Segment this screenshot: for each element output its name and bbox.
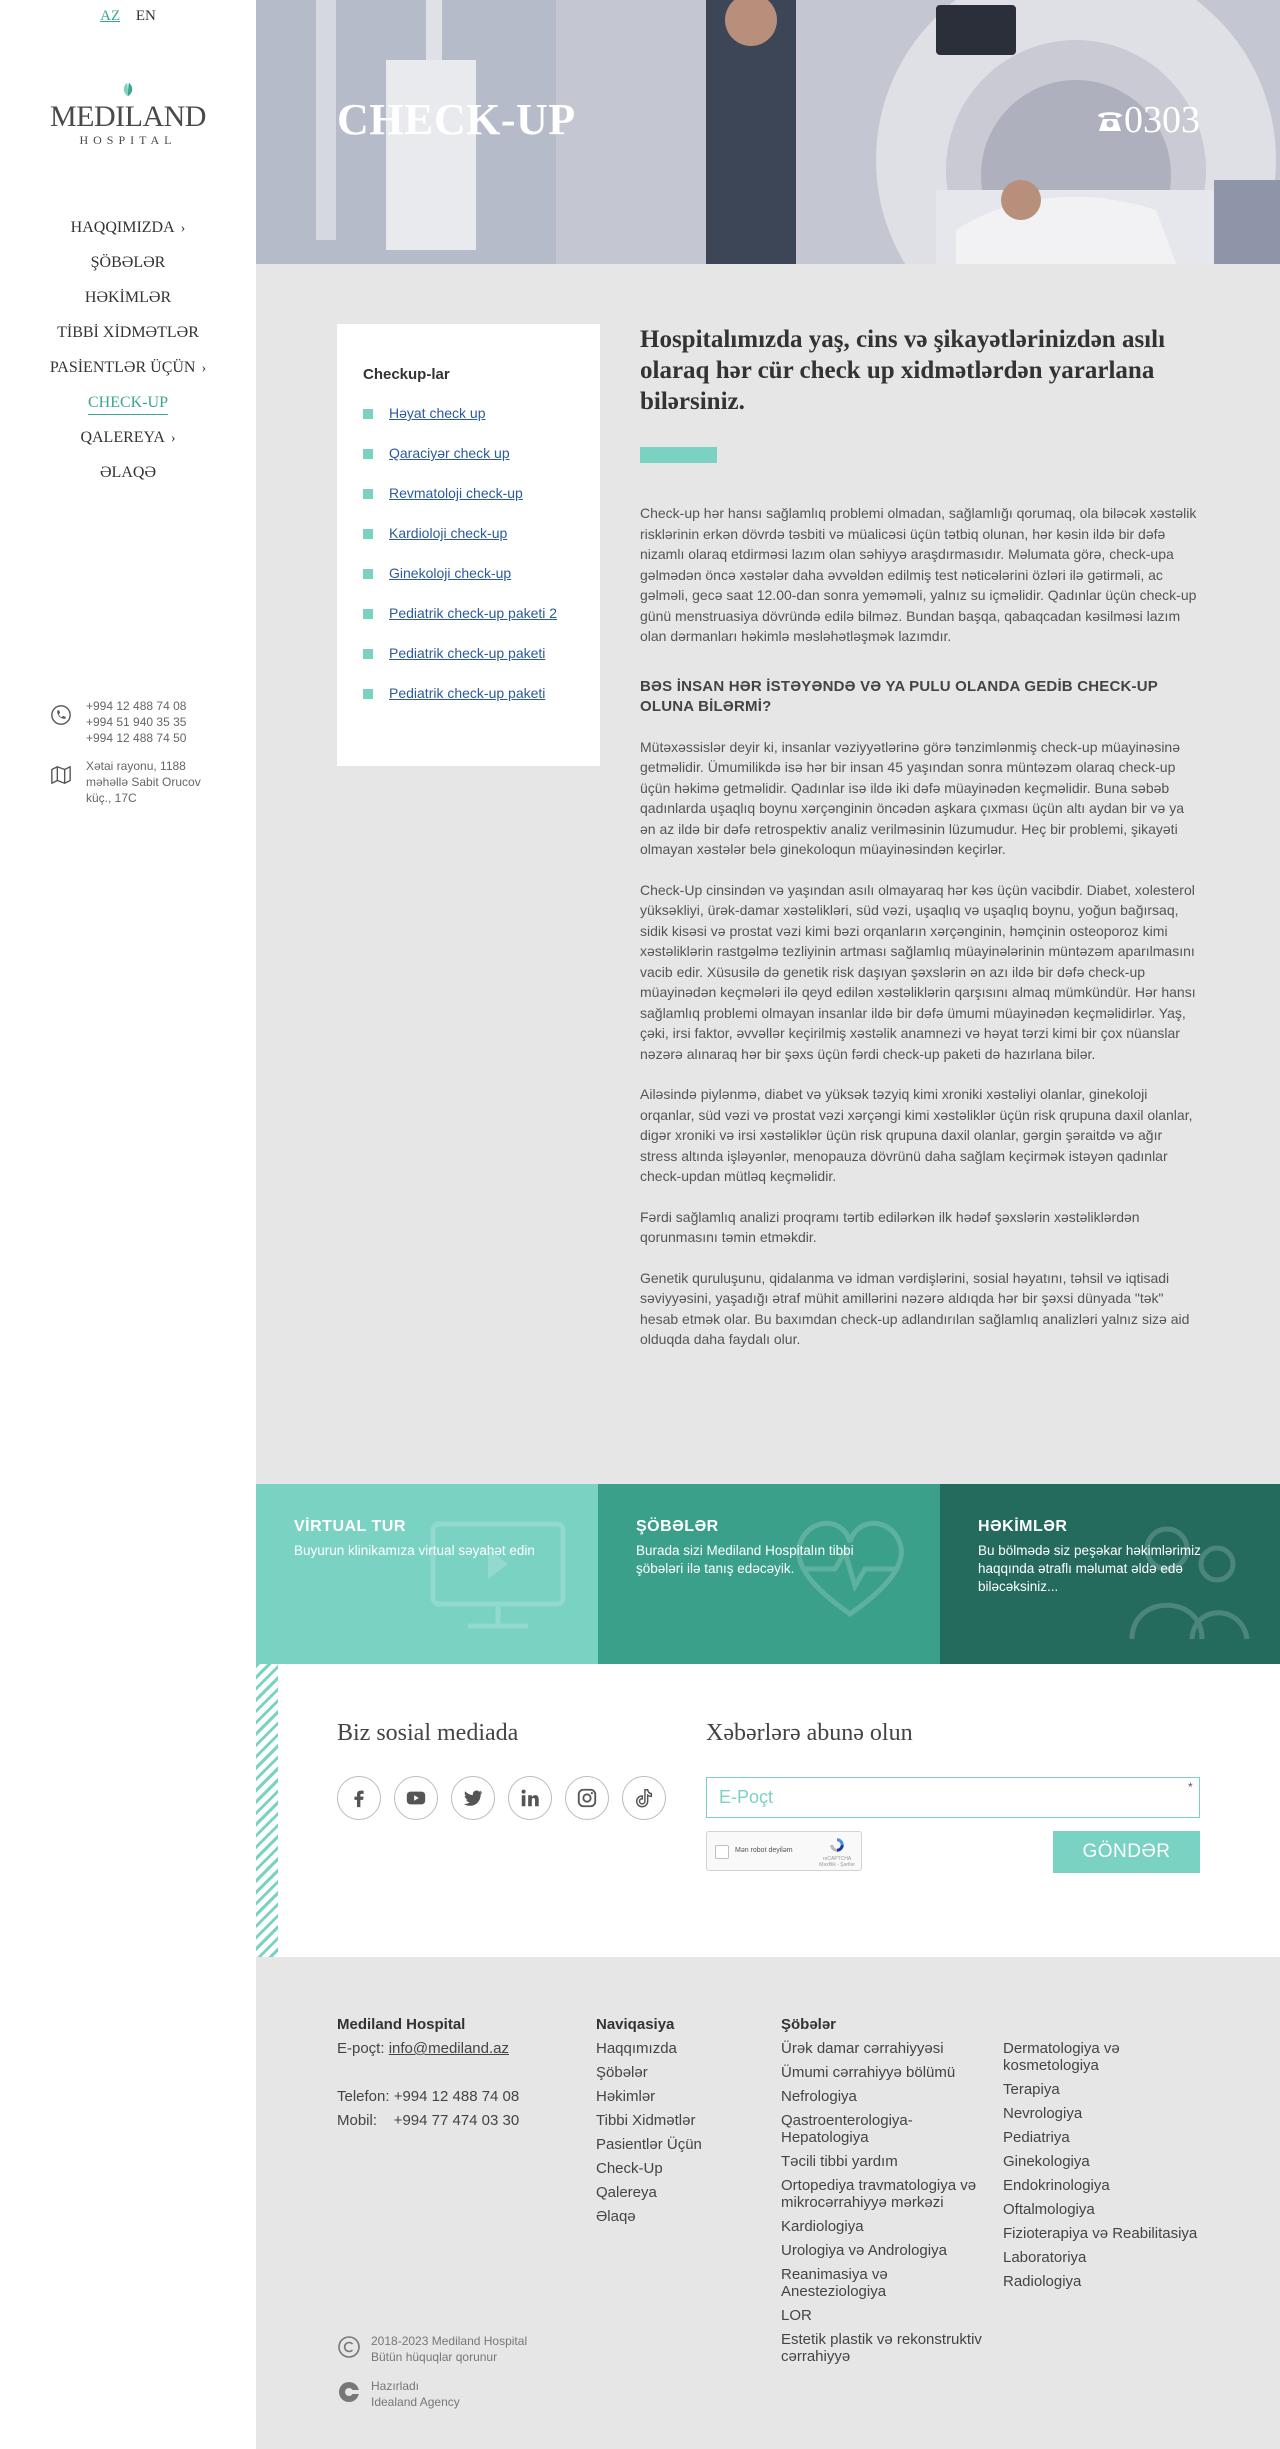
footer-department-link[interactable]: LOR bbox=[781, 2307, 812, 2324]
page-title: CHECK-UP bbox=[337, 95, 576, 144]
footer-nav-link[interactable]: Qalereya bbox=[596, 2184, 657, 2201]
virtual-tour-tile[interactable] bbox=[256, 1484, 598, 1664]
required-marker: * bbox=[1188, 1780, 1193, 1794]
copyright bbox=[337, 2333, 527, 2365]
chevron-right-icon: › bbox=[170, 431, 176, 446]
article-paragraph: Ailəsində piylənmə, diabet və yüksək təzyiq kimi xroniki xəstəliyi olanlar, ginekoloji orqanlar, süd vəzi və prostat vəzi xərçəngi kimi xəstəliklər üçün risk qrupuna daxil olanlar, digər xroniki və irsi xəstəliklər üçün risk qrupuna daxil olanlar, gərgin şəraitdə və ağır stress altında işləyənlər, menopauza dövrünü daha sağlam keçirmək istəyən qadınlar check-updan mütləq keçməlidir. bbox=[640, 1086, 1193, 1184]
nav-item-label: ŞÖBƏLƏR bbox=[90, 254, 166, 271]
decorative-stripes bbox=[256, 1664, 278, 1957]
linkedin-link[interactable] bbox=[508, 1776, 552, 1820]
nav-item-label: TİBBİ XİDMƏTLƏR bbox=[57, 324, 199, 341]
recaptcha-badge bbox=[819, 1836, 855, 1868]
footer-nav-link[interactable]: Əlaqə bbox=[596, 2208, 636, 2225]
checkup-list-item bbox=[363, 645, 574, 685]
footer-nav-link[interactable]: Həkimlər bbox=[596, 2088, 656, 2105]
checkup-link[interactable]: Pediatrik check-up paketi 2 bbox=[389, 605, 558, 621]
contact-address bbox=[50, 758, 201, 806]
doctors-icon bbox=[1122, 1514, 1252, 1644]
tile-text: Bu bölmədə siz peşəkar həkimlərimiz haqqında ətraflı məlumat əldə edə biləcəksiniz... bbox=[978, 1543, 1201, 1594]
footer-department-link[interactable]: Fizioterapiya və Reabilitasiya bbox=[1003, 2225, 1198, 2242]
recaptcha-widget[interactable] bbox=[706, 1831, 862, 1871]
checkup-list bbox=[363, 405, 574, 725]
monitor-icon bbox=[428, 1514, 568, 1634]
copyright-line-1: 2018-2023 Mediland Hospital bbox=[371, 2334, 528, 2348]
nav-item[interactable] bbox=[0, 424, 256, 459]
footer-department-link[interactable]: Nefrologiya bbox=[781, 2088, 857, 2105]
footer-nav-link[interactable]: Şöbələr bbox=[596, 2064, 648, 2081]
language-switcher bbox=[0, 8, 256, 25]
footer-department-link[interactable]: Reanimasiya və Anesteziologiya bbox=[781, 2266, 888, 2300]
contact-phone-1[interactable]: +994 12 488 74 08 bbox=[86, 699, 187, 713]
tile-title: HƏKİMLƏR bbox=[978, 1518, 1068, 1535]
checkup-link[interactable]: Pediatrik check-up paketi bbox=[389, 685, 546, 701]
footer-company-title: Mediland Hospital bbox=[337, 2016, 466, 2033]
logo-subtitle: HOSPITAL bbox=[79, 133, 177, 147]
article-subheading: BƏS İNSAN HƏR İSTƏYƏNDƏ VƏ YA PULU OLANDA GEDİB CHECK-UP OLUNA BİLƏRMİ? bbox=[640, 677, 1158, 715]
footer-nav-link[interactable]: Check-Up bbox=[596, 2160, 663, 2177]
linkedin-icon bbox=[519, 1787, 541, 1809]
checkup-link[interactable]: Həyat check up bbox=[389, 405, 486, 421]
nav-item-label: HAQQIMIZDA bbox=[70, 219, 175, 236]
footer-nav-list bbox=[596, 2037, 702, 2229]
footer-department-link[interactable]: Ümumi cərrahiyyə bölümü bbox=[781, 2064, 956, 2081]
footer-department-link[interactable]: Kardiologiya bbox=[781, 2218, 864, 2235]
tile-title: VİRTUAL TUR bbox=[294, 1518, 406, 1535]
nav-item-label: PASİENTLƏR ÜÇÜN bbox=[49, 359, 196, 376]
copyright-icon bbox=[337, 2335, 361, 2359]
article-heading: Hospitalımızda yaş, cins və şikayətlərinizdən asılı olaraq hər cür check up xidmətlərdən yararlana bilərsiniz. bbox=[640, 326, 1166, 415]
article-paragraph: Mütəxəssislər deyir ki, insanlar vəziyyətlərinə görə tənzimlənmiş check-up müayinəsinə getməlidir. Ümumilikdə isə hər bir insan 45 yaşından sonra müntəzəm olaraq check-up üçün həkimə getməlidir. Qadınlar isə ildə iki dəfə müayinədən keçməlidir. Buna səbəb qadınlarda uşaqlıq boynu xərçənginin öncədən aşkara çıxması üçün altı aydan bir və ya ən az ildə bir dəfə retrospektiv analiz verilməsinin lüzumudur. Heç bir problemi, şikayəti olmayan xəstələr belə ginekoloqun müayinəsindən keçirlər. bbox=[640, 738, 1185, 857]
hotline[interactable] bbox=[1096, 98, 1200, 142]
recaptcha-icon bbox=[828, 1836, 846, 1854]
article-paragraph: Fərdi sağlamlıq analizi proqramı tərtib edilərkən ilk hədəf şəxslərin xəstəliklərdən qorunmasını təmin etməkdir. bbox=[640, 1208, 1140, 1245]
facebook-icon bbox=[348, 1787, 370, 1809]
hotline-number: 0303 bbox=[1124, 99, 1200, 141]
checkup-list-item bbox=[363, 405, 574, 445]
map-icon bbox=[50, 764, 72, 786]
telephone-icon bbox=[1096, 108, 1124, 134]
agency-logo-icon bbox=[337, 2380, 361, 2404]
footer-department-link[interactable]: Ürək damar cərrahiyyəsi bbox=[781, 2040, 944, 2057]
tile-title: ŞÖBƏLƏR bbox=[636, 1518, 719, 1535]
twitter-link[interactable] bbox=[451, 1776, 495, 1820]
agency-credit[interactable] bbox=[337, 2378, 460, 2410]
chevron-right-icon: › bbox=[180, 221, 186, 236]
footer-departments-2 bbox=[1003, 2037, 1203, 2294]
twitter-icon bbox=[461, 1787, 485, 1809]
copyright-line-2: Bütün hüquqlar qorunur bbox=[371, 2350, 498, 2364]
footer-company bbox=[337, 2013, 519, 2133]
lang-az-link[interactable]: AZ bbox=[100, 8, 121, 24]
instagram-link[interactable] bbox=[565, 1776, 609, 1820]
instagram-icon bbox=[576, 1787, 598, 1809]
footer-email-label: E-poçt: bbox=[337, 2040, 385, 2057]
lang-en-link[interactable]: EN bbox=[135, 8, 156, 24]
footer-department-link[interactable]: Urologiya və Andrologiya bbox=[781, 2242, 947, 2259]
address-line-2: məhəllə Sabit Orucov bbox=[86, 775, 201, 789]
doctors-tile[interactable] bbox=[940, 1484, 1280, 1664]
checkup-list-item bbox=[363, 685, 574, 725]
departments-tile[interactable] bbox=[598, 1484, 940, 1664]
contact-phone-3[interactable]: +994 12 488 74 50 bbox=[86, 731, 187, 745]
nav-item-label: QALEREYA bbox=[80, 429, 165, 446]
nav-item-label: HƏKİMLƏR bbox=[84, 289, 172, 306]
nav-item-label: CHECK-UP bbox=[88, 394, 168, 415]
agency-line-2: Idealand Agency bbox=[371, 2395, 460, 2409]
nav-item[interactable] bbox=[0, 319, 256, 354]
tile-text: Buyurun klinikamıza virtual səyahət edin bbox=[294, 1543, 535, 1558]
chevron-right-icon: › bbox=[201, 361, 207, 376]
footer-department-link[interactable]: Endokrinologiya bbox=[1003, 2177, 1110, 2194]
hero-banner bbox=[256, 0, 1280, 264]
address-line-1: Xətai rayonu, 1188 bbox=[86, 759, 186, 773]
phone-icon bbox=[50, 704, 72, 726]
footer-department-link[interactable]: Qastroenterologiya-Hepatologiya bbox=[781, 2112, 913, 2146]
footer-nav bbox=[596, 2013, 702, 2229]
footer-nav-link[interactable]: Pasientlər Üçün bbox=[596, 2136, 702, 2153]
checkup-link[interactable]: Ginekoloji check-up bbox=[389, 565, 512, 581]
email-input[interactable]: E-Poçt bbox=[706, 1777, 1200, 1818]
footer-department-link[interactable]: Pediatriya bbox=[1003, 2129, 1070, 2146]
checkup-list-item bbox=[363, 565, 574, 605]
tiktok-link[interactable] bbox=[622, 1776, 666, 1820]
accent-bar bbox=[640, 447, 717, 463]
contact-phones bbox=[50, 698, 186, 746]
checkup-link[interactable]: Pediatrik check-up paketi bbox=[389, 645, 546, 661]
youtube-link[interactable] bbox=[394, 1776, 438, 1820]
nav-item[interactable] bbox=[0, 214, 256, 249]
submit-button[interactable]: GÖNDƏR bbox=[1053, 1831, 1200, 1873]
article-paragraph: Check-up hər hansı sağlamlıq problemi olmadan, sağlamlığı qorumaq, ola biləcək xəstəlik risklərinin erkən dövrdə təsbiti və müalicəsi üçün tətbiq olunan, hər kəsin ildə bir dəfə nizamlı olaraq etdirməsi lazım olan səhiyyə araşdırmasıdır. Məlumata görə, check-upa gəlmədən öncə xəstələr daha əvvəldən edilmiş test nəticələrini özləri ilə gətirməli, ac gəlməli, gecə saat 12.00-dan sonra yeməməli, yalnız su içməlidir. Qadınlar üçün check-up günü menstruasiya dövründə edilə bilməz. Bundan başqa, qabaqcadan kəsilməsi lazım olan dərmanları həkimlə məsləhətləşmək lazımdır. bbox=[640, 505, 1197, 644]
nav-item[interactable] bbox=[0, 354, 256, 389]
footer-department-link[interactable]: Nevrologiya bbox=[1003, 2105, 1083, 2122]
footer-department-link[interactable]: Ortopediya travmatologiya və mikrocərrahiyyə mərkəzi bbox=[781, 2177, 977, 2211]
tile-text: Burada sizi Mediland Hospitalın tibbi şöbələri ilə tanış edəcəyik. bbox=[636, 1543, 854, 1576]
footer-department-link[interactable]: Radiologiya bbox=[1003, 2273, 1082, 2290]
footer-department-link[interactable]: Dermatologiya və kosmetologiya bbox=[1003, 2040, 1120, 2074]
article bbox=[640, 324, 1200, 1370]
address-line-3: küç., 17C bbox=[86, 791, 137, 805]
article-paragraph: Check-Up cinsindən və yaşından asılı olmayaraq hər kəs üçün vacibdir. Diabet, xolesterol yüksəkliyi, ürək-damar xəstəlikləri, süd vəzi, uşaqlıq və uşaqlıq boynu, yoğun bağırsaq, sidik kisəsi və prostat vəzi kimi bəzi orqanların xərçənginin, həmçinin osteoporoz kimi xəstəliklərin rastgəlmə tezliyinin artması sağlamlıq müayinələrinin müntəzəm aparılmasını vacib edir. Xüsusilə də genetik risk daşıyan şəxslərin ən azı ildə bir dəfə check-up müayinədən keçmələri ilə qeyd edilən xəstəliklərin qarşısını almaq mümkündür. Hər hansı sağlamlıq problemi olmayan insanlar ildə bir dəfə ümumi müayinədən keçməlidirlər. Yaş, çəki, irsi faktor, əvvəllər keçirilmiş xəstəlik anamnezi və həyat tərzi kimi bir çox nüanslar nəzərə alınaraq hər bir şəxs üçün fərdi check-up paketi də hazırlana bilər. bbox=[640, 881, 1196, 1062]
facebook-link[interactable] bbox=[337, 1776, 381, 1820]
footer-phone[interactable]: Telefon: +994 12 488 74 08 bbox=[337, 2088, 520, 2105]
footer-mobile[interactable]: Mobil: +994 77 474 03 30 bbox=[337, 2112, 520, 2129]
footer-department-link[interactable]: Estetik plastik və rekonstruktiv cərrahiyyə bbox=[781, 2331, 982, 2365]
article-paragraph: Genetik quruluşunu, qidalanma və idman vərdişlərini, sosial həyatını, təhsil və iqtisadi səviyyəsini, yaşadığı ətraf mühit amillərini nəzərə aldıqda hər bir şəxsi dünyada "tək" hesab etmək olar. Bu baxımdan check-up adlandırılan sağlamlıq analizləri yalnız sizə aid olduqda daha faydalı olur. bbox=[640, 1269, 1190, 1347]
footer-department-link[interactable]: Laboratoriya bbox=[1003, 2249, 1087, 2266]
nav-item-label: ƏLAQƏ bbox=[100, 464, 156, 481]
footer-nav-link[interactable]: Tibbi Xidmətlər bbox=[596, 2112, 696, 2129]
footer-departments-title: Şöbələr bbox=[781, 2016, 837, 2033]
sidebar bbox=[0, 0, 256, 2449]
youtube-icon bbox=[404, 1787, 428, 1809]
footer-department-link[interactable]: Terapiya bbox=[1003, 2081, 1060, 2098]
checkup-link[interactable]: Kardioloji check-up bbox=[389, 525, 508, 541]
agency-line-1: Hazırladı bbox=[371, 2379, 420, 2393]
logo[interactable] bbox=[0, 80, 256, 148]
recaptcha-links[interactable]: Məxfilik - Şərtlər bbox=[819, 1862, 855, 1868]
recaptcha-brand: reCAPTCHA bbox=[822, 1856, 852, 1862]
heart-icon bbox=[790, 1514, 910, 1624]
footer-email-link[interactable]: info@mediland.az bbox=[388, 2040, 509, 2057]
nav-item[interactable] bbox=[0, 249, 256, 284]
recaptcha-label: Mən robot deyiləm bbox=[735, 1847, 793, 1854]
checkup-link[interactable]: Qaraciyər check up bbox=[389, 445, 510, 461]
logo-name: MEDILAND bbox=[50, 100, 206, 133]
tiktok-icon bbox=[633, 1787, 655, 1809]
footer-department-link[interactable]: Təcili tibbi yardım bbox=[781, 2153, 898, 2170]
contact-phone-2[interactable]: +994 51 940 35 35 bbox=[86, 715, 187, 729]
footer-department-link[interactable]: Ginekologiya bbox=[1003, 2153, 1090, 2170]
checkup-list-item bbox=[363, 525, 574, 565]
footer-nav-title: Naviqasiya bbox=[596, 2016, 675, 2033]
main-nav bbox=[0, 214, 256, 494]
checkup-list-item bbox=[363, 485, 574, 525]
nav-item[interactable] bbox=[0, 284, 256, 319]
footer-departments-list-2 bbox=[1003, 2040, 1203, 2294]
nav-item[interactable] bbox=[0, 389, 256, 424]
checkup-list-item bbox=[363, 445, 574, 485]
checkup-list-title: Checkup-lar bbox=[363, 366, 450, 383]
footer-departments bbox=[781, 2013, 991, 2369]
footer-email-row bbox=[337, 2037, 519, 2061]
footer-departments-list bbox=[781, 2037, 991, 2365]
checkup-link[interactable]: Revmatoloji check-up bbox=[389, 485, 523, 501]
leaf-logo-icon bbox=[119, 80, 137, 98]
recaptcha-checkbox[interactable] bbox=[715, 1845, 729, 1859]
nav-item[interactable] bbox=[0, 459, 256, 494]
checkup-list-item bbox=[363, 605, 574, 645]
checkup-list-card bbox=[337, 324, 600, 766]
subscribe-title: Xəbərlərə abunə olun bbox=[706, 1720, 913, 1746]
footer-department-link[interactable]: Oftalmologiya bbox=[1003, 2201, 1095, 2218]
social-title: Biz sosial mediada bbox=[337, 1720, 519, 1746]
footer-nav-link[interactable]: Haqqımızda bbox=[596, 2040, 677, 2057]
